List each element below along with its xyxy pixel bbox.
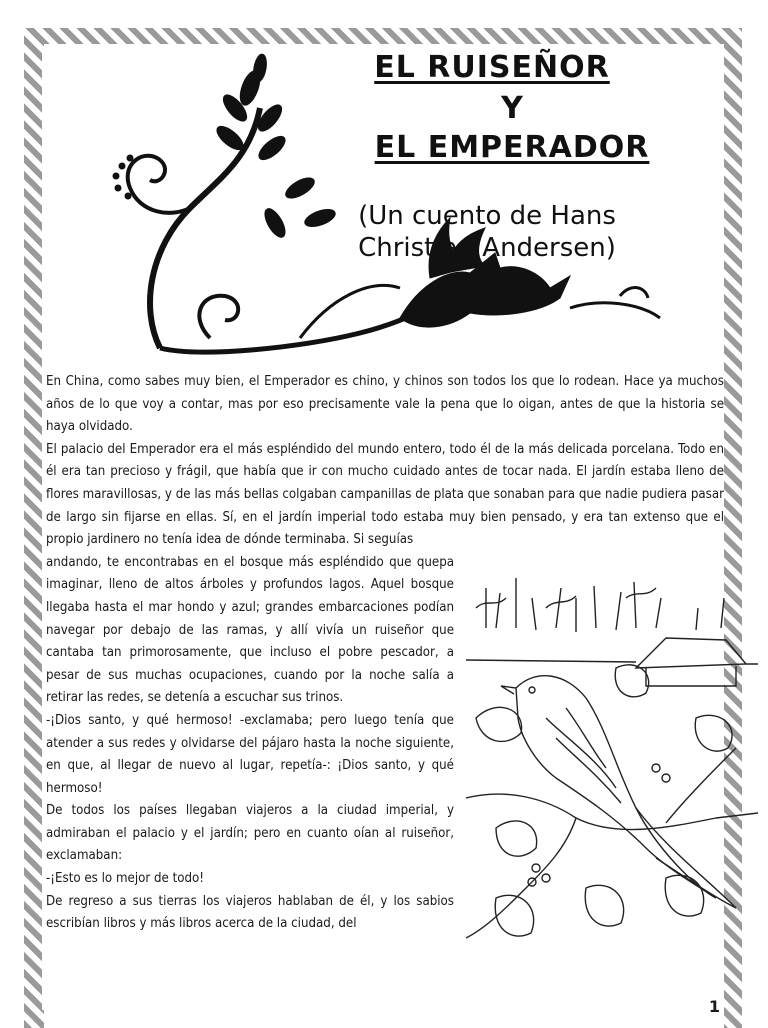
- subtitle-line-1: (Un cuento de Hans: [358, 201, 616, 231]
- paragraph: De todos los países llegaban viajeros a la ciudad imperial, y admiraban el palacio y el jardín; pero en cuanto oían al ruiseñor, exclamaban:: [46, 803, 454, 864]
- paragraph: En China, como sabes muy bien, el Emperador es chino, y chinos son todos los que lo rodean. Hace ya muchos años de lo que voy a contar, mas por eso precisamente vale la pena que lo oigan, antes de que la historia se haya olvidado.: [46, 374, 724, 435]
- page-number: 1: [708, 997, 720, 1016]
- subtitle-line-2: Christian Andersen): [358, 233, 616, 263]
- paragraph: -¡Esto es lo mejor de todo!: [46, 871, 205, 887]
- paragraph: -¡Dios santo, y qué hermoso! -exclamaba; pero luego tenía que atender a sus redes y olvidarse del pájaro hasta la noche siguiente, en que, al llegar de nuevo al lugar, repetía-: ¡Dios santo, y qué hermoso!: [46, 712, 454, 796]
- title-line-1: EL RUISEÑOR: [374, 50, 610, 85]
- paragraph: El palacio del Emperador era el más espléndido del mundo entero, todo él de la más delicada porcelana. Todo en él era tan precioso y frágil, que había que ir con mucho cuidado antes de tocar nada. El jardín estaba lleno de flores maravillosas, y de las más bellas colgaban campanillas de plata que sonaban para que nadie pudiera pasar de largo sin fijarse en ellas. Sí, en el jardín imperial todo estaba muy bien pensado, y era tan extenso que el propio jardinero no tenía idea de dónde terminaba. Si seguías: [46, 441, 724, 548]
- nightingale-illustration: [466, 568, 758, 958]
- title-line-3: EL EMPERADOR: [374, 130, 650, 165]
- title-line-2: Y: [501, 91, 523, 126]
- subtitle: [272, 200, 702, 264]
- narrow-column: [46, 552, 454, 936]
- paragraph: andando, te encontrabas en el bosque más espléndido que quepa imaginar, lleno de altos árboles y profundos lagos. Aquel bosque llegaba hasta el mar hondo y azul; grandes embarcaciones podían navegar por debajo de las ramas, y allí vivía un ruiseñor que cantaba tan primorosamente, que incluso el pobre pescador, a pesar de sus muchas ocupaciones, cuando por la noche salía a retirar las redes, se detenía a escuchar sus trinos.: [46, 554, 454, 706]
- title-block: [312, 50, 712, 165]
- paragraph: De regreso a sus tierras los viajeros hablaban de él, y los sabios escribían libros y más libros acerca de la ciudad, del: [46, 893, 454, 932]
